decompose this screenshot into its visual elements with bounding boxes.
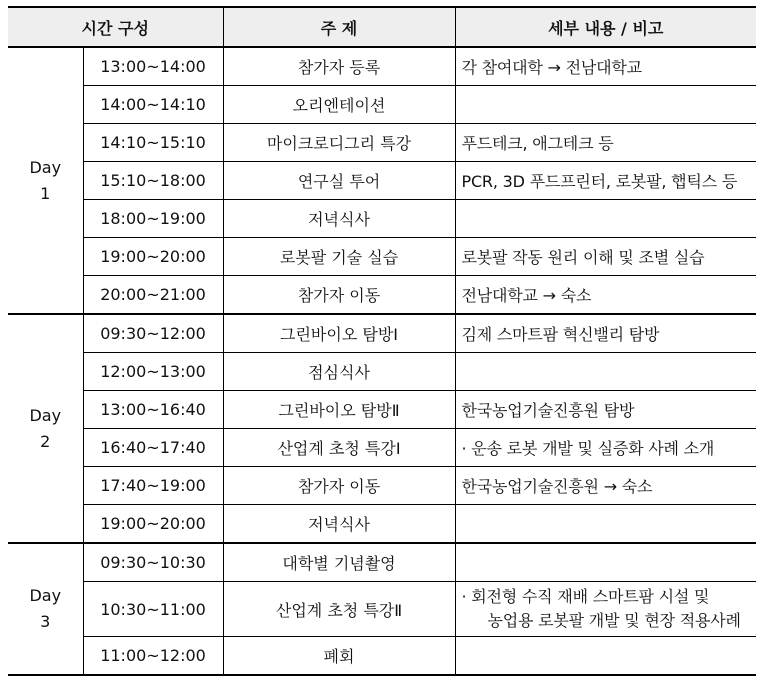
note-line: · 회전형 수직 재배 스마트팜 시설 및 xyxy=(461,587,710,606)
time-cell: 16:40~17:40 xyxy=(83,429,223,467)
table-row xyxy=(8,200,756,238)
note-cell: 각 참여대학 → 전남대학교 xyxy=(455,47,756,86)
time-cell: 14:10~15:10 xyxy=(83,124,223,162)
time-cell: 09:30~12:00 xyxy=(83,314,223,353)
time-cell: 12:00~13:00 xyxy=(83,353,223,391)
time-cell: 17:40~19:00 xyxy=(83,467,223,505)
day-label: Day xyxy=(29,405,62,425)
time-cell: 19:00~20:00 xyxy=(83,505,223,544)
table-row xyxy=(8,314,756,353)
note-cell: 전남대학교 → 숙소 xyxy=(455,276,756,315)
note-cell: 푸드테크, 애그테크 등 xyxy=(455,124,756,162)
table-row xyxy=(8,543,756,582)
topic-cell: 저녁식사 xyxy=(223,200,455,238)
topic-cell: 로봇팔 기술 실습 xyxy=(223,238,455,276)
day-label: Day xyxy=(29,586,62,605)
note-cell xyxy=(455,637,756,676)
table-row xyxy=(8,637,756,676)
table-row xyxy=(8,391,756,429)
topic-cell: 마이크로디그리 특강 xyxy=(223,124,455,162)
header-time: 시간 구성 xyxy=(8,7,223,47)
table-row xyxy=(8,429,756,467)
day-cell xyxy=(8,543,83,675)
time-cell: 09:30~10:30 xyxy=(83,543,223,582)
note-cell xyxy=(455,200,756,238)
day-number: 3 xyxy=(40,612,51,631)
time-cell: 10:30~11:00 xyxy=(83,582,223,637)
topic-cell: 연구실 투어 xyxy=(223,162,455,200)
topic-cell: 참가자 등록 xyxy=(223,47,455,86)
topic-cell: 참가자 이동 xyxy=(223,467,455,505)
table-row xyxy=(8,124,756,162)
topic-cell: 산업계 초청 특강Ⅱ xyxy=(223,582,455,637)
note-cell: 한국농업기술진흥원 → 숙소 xyxy=(455,467,756,505)
table-row xyxy=(8,276,756,315)
note-cell: PCR, 3D 푸드프린터, 로봇팔, 햅틱스 등 xyxy=(455,162,756,200)
topic-cell: 그린바이오 탐방Ⅱ xyxy=(223,391,455,429)
topic-cell: 참가자 이동 xyxy=(223,276,455,315)
topic-cell: 대학별 기념촬영 xyxy=(223,543,455,582)
day-cell xyxy=(8,47,83,314)
time-cell: 18:00~19:00 xyxy=(83,200,223,238)
topic-cell: 점심식사 xyxy=(223,353,455,391)
day-number: 1 xyxy=(40,183,51,203)
time-cell: 19:00~20:00 xyxy=(83,238,223,276)
table-row xyxy=(8,238,756,276)
note-cell: 김제 스마트팜 혁신밸리 탐방 xyxy=(455,314,756,353)
header-topic: 주 제 xyxy=(223,7,455,47)
table-row xyxy=(8,582,756,637)
day-number: 2 xyxy=(40,431,51,451)
time-cell: 20:00~21:00 xyxy=(83,276,223,315)
note-cell: 한국농업기술진흥원 탐방 xyxy=(455,391,756,429)
topic-cell: 폐회 xyxy=(223,637,455,676)
note-cell xyxy=(455,353,756,391)
table-row xyxy=(8,47,756,86)
time-cell: 14:00~14:10 xyxy=(83,86,223,124)
time-cell: 13:00~14:00 xyxy=(83,47,223,86)
note-cell xyxy=(455,505,756,544)
schedule-table xyxy=(8,6,756,676)
day-cell xyxy=(8,314,83,543)
header-note: 세부 내용 / 비고 xyxy=(455,7,756,47)
note-line: 농업용 로봇팔 개발 및 현장 적용사례 xyxy=(487,611,741,630)
table-header-row xyxy=(8,7,756,47)
topic-cell: 그린바이오 탐방Ⅰ xyxy=(223,314,455,353)
table-row xyxy=(8,353,756,391)
table-row xyxy=(8,86,756,124)
day-label: Day xyxy=(29,157,62,177)
table-row xyxy=(8,467,756,505)
note-cell: · 운송 로봇 개발 및 실증화 사례 소개 xyxy=(455,429,756,467)
time-cell: 13:00~16:40 xyxy=(83,391,223,429)
topic-cell: 저녁식사 xyxy=(223,505,455,544)
topic-cell: 오리엔테이션 xyxy=(223,86,455,124)
note-cell xyxy=(455,86,756,124)
note-cell xyxy=(455,582,756,637)
topic-cell: 산업계 초청 특강Ⅰ xyxy=(223,429,455,467)
time-cell: 15:10~18:00 xyxy=(83,162,223,200)
note-cell xyxy=(455,543,756,582)
table-row xyxy=(8,162,756,200)
table-row xyxy=(8,505,756,544)
note-cell: 로봇팔 작동 원리 이해 및 조별 실습 xyxy=(455,238,756,276)
time-cell: 11:00~12:00 xyxy=(83,637,223,676)
